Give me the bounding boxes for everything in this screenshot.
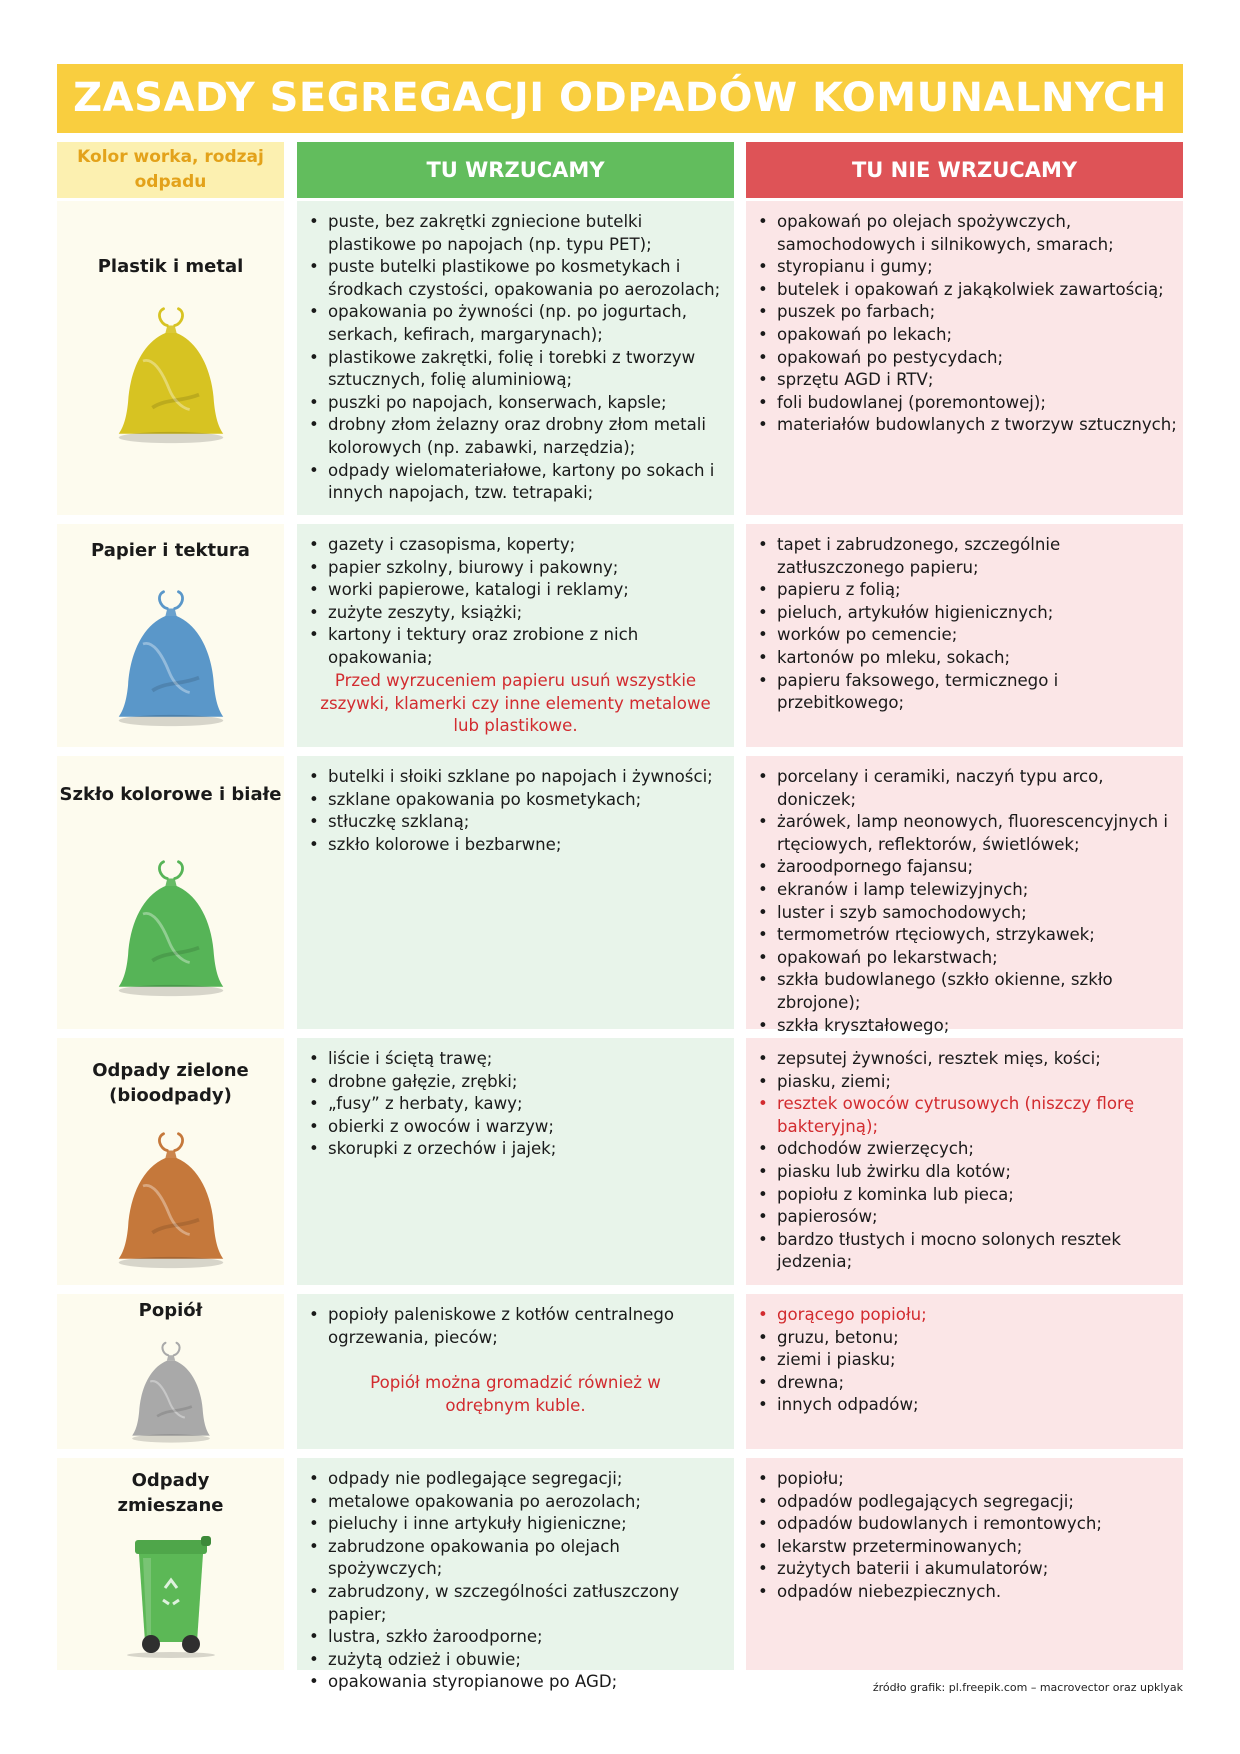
list-item: • „fusy” z herbaty, kawy; [305, 1093, 728, 1116]
list-item: • obierki z owoców i warzyw; [305, 1116, 728, 1139]
list-item: • innych odpadów; [754, 1394, 1177, 1417]
list-item: • ekranów i lamp telewizyjnych; [754, 879, 1177, 902]
list-item: • odchodów zwierzęcych; [754, 1138, 1177, 1161]
list-item: • pieluch, artykułów higienicznych; [754, 602, 1177, 625]
blue-bag-icon [115, 588, 227, 728]
allowed-cell-ash [297, 1294, 734, 1449]
list-item: • worki papierowe, katalogi i reklamy; [305, 579, 728, 602]
list-item: • żarówek, lamp neonowych, fluorescencyjnych i rtęciowych, reflektorów, świetlówek; [754, 811, 1177, 856]
list-item: • opakowania po żywności (np. po jogurtach, serkach, kefirach, margarynach); [305, 301, 728, 346]
waste-type-name: Popiół [138, 1300, 203, 1321]
row-kind-ash [57, 1294, 284, 1449]
list-item: • szkła budowlanego (szkło okienne, szkło zbrojone); [754, 969, 1177, 1014]
list-item: • odpady nie podlegające segregacji; [305, 1468, 728, 1491]
allowed-cell-glass [297, 756, 734, 1029]
list-item: • szklane opakowania po kosmetykach; [305, 789, 728, 812]
green-wheelie-bin-icon [121, 1534, 221, 1658]
list-item: • papieru faksowego, termicznego i przebitkowego; [754, 670, 1177, 715]
header-bag-kind: Kolor worka, rodzaj odpadu [57, 142, 284, 198]
allowed-cell-plastic [297, 201, 734, 515]
not-allowed-list [754, 1468, 1177, 1604]
not-allowed-list [754, 1304, 1177, 1417]
list-item: • termometrów rtęciowych, strzykawek; [754, 924, 1177, 947]
list-item: • odpady wielomateriałowe, kartony po sokach i innych napojach, tzw. tetrapaki; [305, 460, 728, 505]
yellow-bag-icon [115, 305, 227, 445]
list-item: • popiołu z kominka lub pieca; [754, 1184, 1177, 1207]
not-allowed-list [754, 534, 1177, 715]
not-allowed-cell-bio [746, 1038, 1183, 1285]
list-item: • drewna; [754, 1372, 1177, 1395]
image-source-credit: źródło grafik: pl.freepik.com – macrovector oraz upklyak [872, 1681, 1183, 1694]
list-item: • butelek i opakowań z jakąkolwiek zawartością; [754, 279, 1177, 302]
list-item: • lekarstw przeterminowanych; [754, 1536, 1177, 1559]
list-item: • tapet i zabrudzonego, szczególnie zatłuszczonego papieru; [754, 534, 1177, 579]
list-item: • opakowań po lekarstwach; [754, 947, 1177, 970]
waste-type-name: Odpady zielone (bioodpady) [92, 1060, 249, 1106]
list-item: • butelki i słoiki szklane po napojach i żywności; [305, 766, 728, 789]
list-item: • żaroodpornego fajansu; [754, 856, 1177, 879]
list-item: • stłuczkę szklaną; [305, 811, 728, 834]
list-item: • odpadów niebezpiecznych. [754, 1581, 1177, 1604]
list-item: • papier szkolny, biurowy i pakowny; [305, 557, 728, 580]
list-item: • odpadów podlegających segregacji; [754, 1491, 1177, 1514]
list-item: • opakowania styropianowe po AGD; [305, 1671, 728, 1694]
row-kind-paper [57, 524, 284, 747]
list-item: • szkło kolorowe i bezbarwne; [305, 834, 728, 857]
list-item: • plastikowe zakrętki, folię i torebki z tworzyw sztucznych, folię aluminiową; [305, 347, 728, 392]
list-item: • worków po cemencie; [754, 624, 1177, 647]
list-item: • skorupki z orzechów i jajek; [305, 1138, 728, 1161]
list-item: • zużyte zeszyty, książki; [305, 602, 728, 625]
list-item: • puszki po napojach, konserwach, kapsle; [305, 392, 728, 415]
gray-bag-icon [121, 1340, 221, 1444]
list-item: • pieluchy i inne artykuły higieniczne; [305, 1513, 728, 1536]
waste-type-name: Odpady zmieszane [117, 1470, 224, 1516]
waste-type-name: Plastik i metal [97, 256, 244, 277]
list-item: • kartonów po mleku, sokach; [754, 647, 1177, 670]
not-allowed-cell-ash [746, 1294, 1183, 1449]
list-item: • zabrudzone opakowania po olejach spożywczych; [305, 1536, 728, 1581]
row-kind-bio [57, 1038, 284, 1285]
list-item: • opakowań po pestycydach; [754, 347, 1177, 370]
list-item: • puste butelki plastikowe po kosmetykach i środkach czystości, opakowania po aerozolach; [305, 256, 728, 301]
list-item: • puste, bez zakrętki zgniecione butelki plastikowe po napojach (np. typu PET); [305, 211, 728, 256]
not-allowed-list [754, 766, 1177, 1037]
not-allowed-cell-paper [746, 524, 1183, 747]
allowed-list [305, 1304, 728, 1349]
list-item: • drobny złom żelazny oraz drobny złom metali kolorowych (np. zabawki, narzędzia); [305, 414, 728, 459]
allowed-cell-bio [297, 1038, 734, 1285]
list-item: • piasku lub żwirku dla kotów; [754, 1161, 1177, 1184]
list-item: • gruzu, betonu; [754, 1327, 1177, 1350]
list-item: • liście i ściętą trawę; [305, 1048, 728, 1071]
allowed-list [305, 534, 728, 670]
waste-type-name: Papier i tektura [91, 540, 250, 561]
page-title: ZASADY SEGREGACJI ODPADÓW KOMUNALNYCH [57, 64, 1183, 133]
header-not-allowed: TU NIE WRZUCAMY [746, 142, 1183, 198]
list-item: • popioły paleniskowe z kotłów centralnego ogrzewania, pieców; [305, 1304, 728, 1349]
allowed-list [305, 1468, 728, 1694]
list-item: • zużytych baterii i akumulatorów; [754, 1558, 1177, 1581]
list-item: • zabrudzony, w szczególności zatłuszczony papier; [305, 1581, 728, 1626]
header-allowed: TU WRZUCAMY [297, 142, 734, 198]
list-item-warning: • gorącego popiołu; [754, 1304, 1177, 1327]
list-item: • gazety i czasopisma, koperty; [305, 534, 728, 557]
list-item: • popiołu; [754, 1468, 1177, 1491]
list-item-warning: • resztek owoców cytrusowych (niszczy florę bakteryjną); [754, 1093, 1177, 1138]
row-kind-mixed [57, 1458, 284, 1670]
row-kind-plastic [57, 201, 284, 515]
allowed-list [305, 211, 728, 505]
list-item: • metalowe opakowania po aerozolach; [305, 1491, 728, 1514]
ash-note: Popiół można gromadzić również w odrębnym kuble. [370, 1373, 661, 1415]
allowed-cell-paper [297, 524, 734, 747]
list-item: • porcelany i ceramiki, naczyń typu arco, doniczek; [754, 766, 1177, 811]
list-item: • lustra, szkło żaroodporne; [305, 1626, 728, 1649]
not-allowed-cell-plastic [746, 201, 1183, 515]
list-item: • papieru z folią; [754, 579, 1177, 602]
brown-bag-icon [115, 1130, 227, 1270]
list-item: • odpadów budowlanych i remontowych; [754, 1513, 1177, 1536]
list-item: • kartony i tektury oraz zrobione z nich opakowania; [305, 624, 728, 669]
waste-type-name: Szkło kolorowe i białe [59, 784, 282, 805]
list-item: • piasku, ziemi; [754, 1071, 1177, 1094]
list-item: • zużytą odzież i obuwie; [305, 1649, 728, 1672]
not-allowed-list [754, 211, 1177, 437]
list-item: • zepsutej żywności, resztek mięs, kości; [754, 1048, 1177, 1071]
list-item: • drobne gałęzie, zrębki; [305, 1071, 728, 1094]
list-item: • papierosów; [754, 1206, 1177, 1229]
list-item: • puszek po farbach; [754, 301, 1177, 324]
list-item: • ziemi i piasku; [754, 1349, 1177, 1372]
not-allowed-cell-glass [746, 756, 1183, 1035]
list-item: • szkła kryształowego; [754, 1015, 1177, 1038]
list-item: • foli budowlanej (poremontowej); [754, 392, 1177, 415]
row-kind-glass [57, 756, 284, 1029]
not-allowed-cell-mixed [746, 1458, 1183, 1670]
allowed-list [305, 766, 728, 856]
allowed-list [305, 1048, 728, 1161]
list-item: • opakowań po olejach spożywczych, samochodowych i silnikowych, smarach; [754, 211, 1177, 256]
list-item: • styropianu i gumy; [754, 256, 1177, 279]
list-item: • bardzo tłustych i mocno solonych resztek jedzenia; [754, 1229, 1177, 1274]
allowed-cell-mixed [297, 1458, 734, 1692]
list-item: • sprzętu AGD i RTV; [754, 369, 1177, 392]
list-item: • opakowań po lekach; [754, 324, 1177, 347]
list-item: • materiałów budowlanych z tworzyw sztucznych; [754, 414, 1177, 437]
not-allowed-list [754, 1048, 1177, 1274]
paper-warning-note: Przed wyrzuceniem papieru usuń wszystkie zszywki, klamerki czy inne elementy metalowe lub plastikowe. [320, 671, 711, 736]
green-bag-icon [115, 858, 227, 998]
list-item: • luster i szyb samochodowych; [754, 902, 1177, 925]
